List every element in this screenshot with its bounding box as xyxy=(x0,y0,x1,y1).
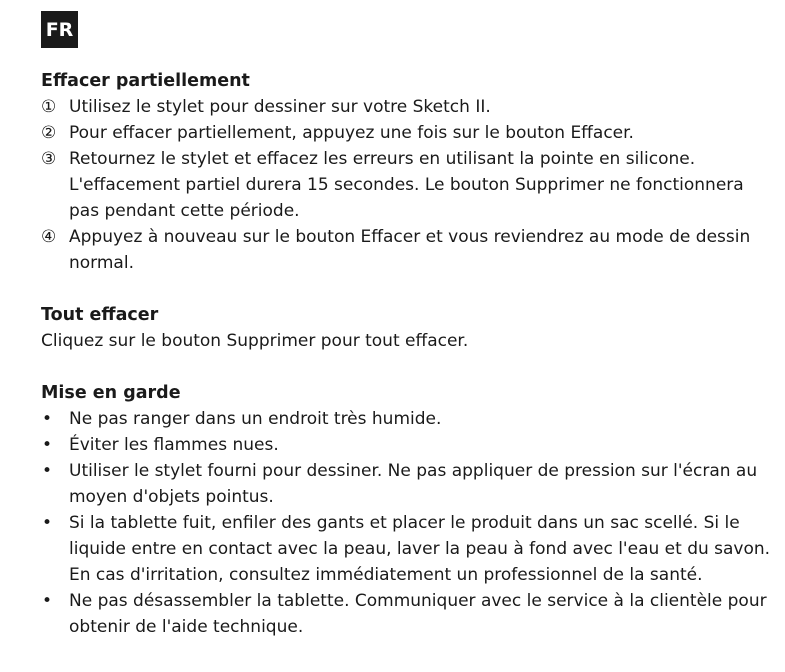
step-text: Appuyez à nouveau sur le bouton Effacer et vous reviendrez au mode de dessin normal. xyxy=(69,227,751,273)
language-badge: FR xyxy=(41,11,78,48)
bullet-marker: • xyxy=(42,513,53,533)
list-item-text: Utiliser le stylet fourni pour dessiner. Ne pas appliquer de pression sur l'écran au moyen d'objets pointus. xyxy=(69,461,758,507)
step-item xyxy=(41,146,776,224)
caution-section xyxy=(41,380,776,640)
step-text: Utilisez le stylet pour dessiner sur votre Sketch II. xyxy=(69,97,491,117)
step-number: ④ xyxy=(41,227,57,247)
list-item xyxy=(41,588,776,640)
step-item xyxy=(41,120,776,146)
step-text: Retournez le stylet et effacez les erreurs en utilisant la pointe en silicone. L'effacement partiel durera 15 secondes. Le bouton Supprimer ne fonctionnera pas pendant cette période. xyxy=(69,149,744,221)
clear-all-text: Cliquez sur le bouton Supprimer pour tout effacer. xyxy=(41,331,469,351)
step-number: ② xyxy=(41,123,57,143)
clear-all-section xyxy=(41,302,776,354)
step-text: Pour effacer partiellement, appuyez une fois sur le bouton Effacer. xyxy=(69,123,634,143)
list-item-text: Éviter les flammes nues. xyxy=(69,435,279,455)
step-number: ① xyxy=(41,97,57,117)
partial-erase-section xyxy=(41,68,776,276)
partial-erase-title: Effacer partiellement xyxy=(41,71,250,91)
bullet-marker: • xyxy=(42,409,53,429)
clear-all-title: Tout effacer xyxy=(41,305,159,325)
list-item xyxy=(41,510,776,588)
caution-title: Mise en garde xyxy=(41,383,181,403)
list-item xyxy=(41,458,776,510)
bullet-marker: • xyxy=(42,591,53,611)
bullet-marker: • xyxy=(42,435,53,455)
section-spacer xyxy=(41,276,776,302)
list-item xyxy=(41,432,776,458)
list-item xyxy=(41,406,776,432)
instructions-content xyxy=(41,68,776,640)
list-item-text: Si la tablette fuit, enfiler des gants et placer le produit dans un sac scellé. Si le liquide entre en contact avec la peau, laver la peau à fond avec l'eau et du savon. En cas d'irritation, consultez immédiatement un professionnel de la santé. xyxy=(69,513,771,585)
step-item xyxy=(41,94,776,120)
step-number: ③ xyxy=(41,149,57,169)
section-spacer xyxy=(41,354,776,380)
bullet-marker: • xyxy=(42,461,53,481)
list-item-text: Ne pas ranger dans un endroit très humide. xyxy=(69,409,442,429)
step-item xyxy=(41,224,776,276)
list-item-text: Ne pas désassembler la tablette. Communiquer avec le service à la clientèle pour obtenir de l'aide technique. xyxy=(69,591,767,637)
